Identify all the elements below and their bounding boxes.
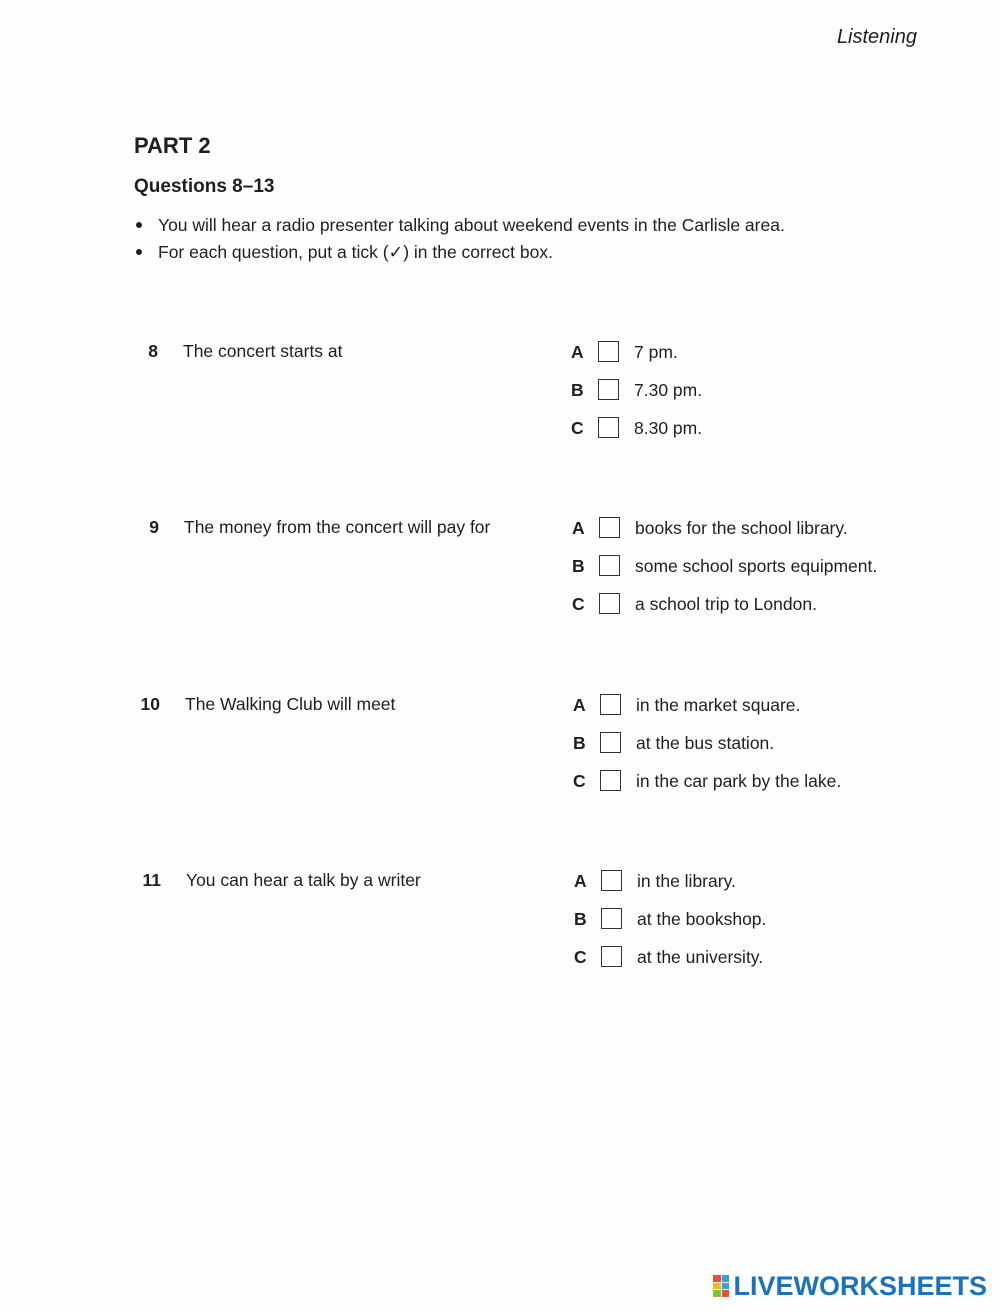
option-text: 8.30 pm.: [634, 418, 703, 438]
option-text: a school trip to London.: [635, 594, 817, 614]
question-number: 9: [149, 517, 159, 537]
question-number: 8: [148, 341, 158, 361]
liveworksheets-logo-icon: [713, 1275, 729, 1297]
option-letter: C: [574, 947, 587, 967]
option-text: in the market square.: [636, 695, 801, 715]
question-text: The Walking Club will meet: [185, 694, 396, 714]
question-9: [0, 517, 999, 637]
option-text: 7.30 pm.: [634, 380, 703, 400]
question-10: [0, 694, 999, 814]
part-title: PART 2: [134, 133, 211, 158]
question-number: 11: [142, 870, 161, 890]
option-text: books for the school library.: [635, 518, 848, 538]
option-text: 7 pm.: [634, 342, 678, 362]
question-8: [0, 341, 999, 461]
instruction-item: [134, 240, 785, 267]
option-letter: B: [571, 380, 584, 400]
option-text: at the bookshop.: [637, 909, 767, 929]
section-label: Listening: [836, 26, 917, 48]
question-text: You can hear a talk by a writer: [186, 870, 421, 890]
liveworksheets-brand[interactable]: [713, 1271, 987, 1301]
option-text: some school sports equipment.: [635, 556, 878, 576]
option-letter: A: [571, 342, 584, 362]
answer-checkbox[interactable]: [601, 908, 622, 929]
answer-checkbox[interactable]: [598, 379, 619, 400]
bullet-icon: [136, 249, 142, 255]
instruction-text: For each question, put a tick (✓) in the correct box.: [158, 242, 553, 262]
answer-checkbox[interactable]: [598, 417, 619, 438]
answer-checkbox[interactable]: [600, 732, 621, 753]
question-text: The concert starts at: [183, 341, 343, 361]
question-11: [0, 870, 999, 990]
answer-checkbox[interactable]: [599, 517, 620, 538]
option-text: at the bus station.: [636, 733, 775, 753]
option-letter: B: [572, 556, 585, 576]
option-letter: B: [574, 909, 587, 929]
answer-checkbox[interactable]: [601, 946, 622, 967]
answer-checkbox[interactable]: [599, 555, 620, 576]
question-number: 10: [140, 694, 160, 714]
answer-checkbox[interactable]: [601, 870, 622, 891]
answer-checkbox[interactable]: [598, 341, 619, 362]
option-letter: C: [571, 418, 584, 438]
brand-text: LIVEWORKSHEETS: [733, 1270, 987, 1301]
question-text: The money from the concert will pay for: [184, 517, 491, 537]
option-letter: B: [573, 733, 586, 753]
answer-checkbox[interactable]: [599, 593, 620, 614]
bullet-icon: [136, 222, 142, 228]
instructions-list: [134, 213, 785, 267]
option-letter: C: [572, 594, 585, 614]
option-letter: A: [572, 518, 585, 538]
answer-checkbox[interactable]: [600, 770, 621, 791]
option-text: at the university.: [637, 947, 764, 967]
option-text: in the library.: [637, 871, 736, 891]
option-text: in the car park by the lake.: [636, 771, 842, 791]
option-letter: C: [573, 771, 586, 791]
instruction-item: [134, 213, 785, 240]
option-letter: A: [574, 871, 587, 891]
questions-range: Questions 8–13: [134, 176, 275, 197]
option-letter: A: [573, 695, 586, 715]
instruction-text: You will hear a radio presenter talking about weekend events in the Carlisle area.: [158, 215, 785, 235]
answer-checkbox[interactable]: [600, 694, 621, 715]
